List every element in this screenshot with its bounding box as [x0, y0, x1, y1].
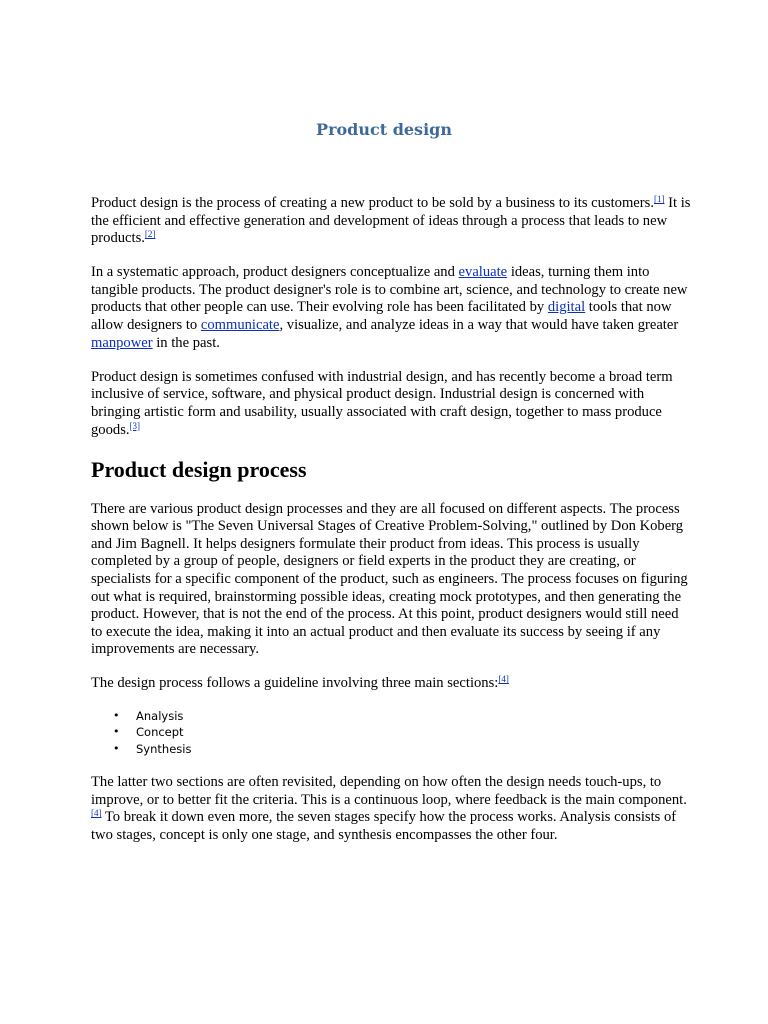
loop-paragraph [91, 774, 691, 844]
citation-link-2[interactable]: [2] [144, 229, 156, 240]
link-evaluate[interactable]: evaluate [458, 264, 508, 281]
bullet-icon: • [113, 742, 120, 756]
list-item-analysis [91, 708, 691, 725]
intro-text-2: It is the efficient and effective generation and development of ideas through a process that leads to new products. [91, 195, 691, 247]
industrial-text: Product design is sometimes confused with industrial design, and has recently become a broad term inclusive of service, software, and physical product design. Industrial design is concerned with bringing artistic form and usability, usually associated with craft design, together to mass produce goods. [91, 368, 673, 438]
guideline-paragraph [91, 675, 691, 693]
citation-link-4[interactable]: [4] [498, 674, 509, 685]
approach-text-1: In a systematic approach, product designers conceptualize and [91, 264, 459, 281]
approach-text-3: tools that now allow designers to [91, 299, 672, 334]
bullet-icon: • [113, 708, 120, 722]
article-body [91, 195, 691, 861]
intro-paragraph [91, 195, 691, 248]
list-item-concept [91, 724, 691, 741]
loop-text-2: To break it down even more, the seven stages specify how the process works. Analysis consists of two stages, concept is only one stage, and synthesis encompasses the other four. [91, 809, 677, 843]
list-item-label: Synthesis [136, 742, 192, 757]
bullet-icon: • [113, 725, 120, 739]
approach-text-5: in the past. [152, 334, 220, 351]
link-communicate[interactable]: communicate [200, 317, 280, 334]
page-title: Product design [316, 120, 452, 139]
process-paragraph: There are various product design processes and they are all focused on different aspects. The process shown below is "The Seven Universal Stages of Creative Problem-Solving," outlined by Don Koberg and Jim Bagnell. It helps designers formulate their product from ideas. This process is usually completed by a group of people, designers or field experts in the product they are creating, or specialists for a specific component of the product, such as engineers. The process focuses on figuring out what is required, brainstorming possible ideas, creating mock prototypes, and then generating the product. However, that is not the end of the process. At this point, product designers would still need to execute the idea, making it into an actual product and then evaluate its success by seeing if any improvements are necessary. [91, 500, 688, 658]
citation-link-5[interactable]: [4] [91, 808, 102, 819]
approach-text-2: ideas, turning them into tangible products. The product designer's role is to combine art, science, and technology to create new products that other people can use. Their evolving role has been facilitated by [91, 264, 688, 316]
sections-list [91, 708, 691, 758]
list-item-label: Analysis [136, 708, 184, 723]
industrial-design-paragraph [91, 369, 691, 439]
approach-text-4: , visualize, and analyze ideas in a way that would have taken greater [279, 317, 679, 334]
intro-text-1: Product design is the process of creating a new product to be sold by a business to its customers. [91, 195, 654, 211]
guideline-text: The design process follows a guideline involving three main sections: [91, 675, 499, 692]
citation-link-1[interactable]: [1] [653, 194, 665, 204]
citation-link-3[interactable]: [3] [129, 420, 141, 431]
loop-text-1: The latter two sections are often revisited, depending on how often the design needs touch-ups, to improve, or to better fit the criteria. This is a continuous loop, where feedback is the main component. [91, 773, 687, 808]
list-item-synthesis [91, 741, 691, 758]
link-manpower[interactable]: manpower [91, 334, 153, 351]
section-heading: Product design process [91, 456, 307, 482]
link-digital[interactable]: digital [547, 299, 586, 316]
list-item-label: Concept [136, 725, 184, 740]
approach-paragraph [91, 264, 691, 352]
